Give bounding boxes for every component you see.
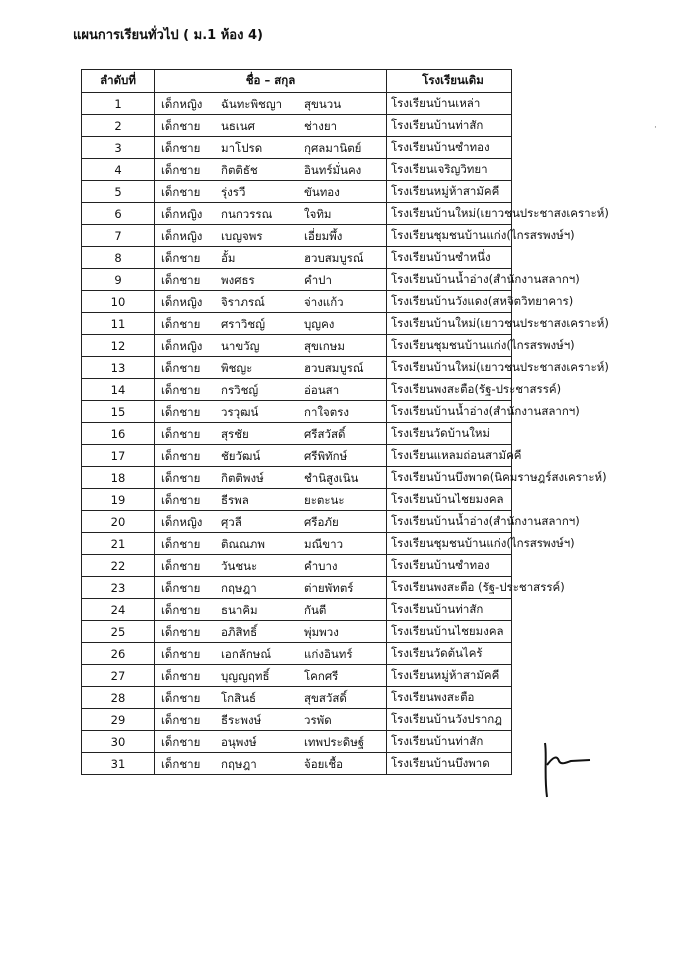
first-name: เอกลักษณ์ <box>221 647 272 661</box>
previous-school: โรงเรียนชุมชนบ้านแก่ง(ไกรสรพงษ์ฯ) <box>387 335 512 357</box>
previous-school: โรงเรียนบ้านใหม่(เยาวชนประชาสงเคราะห์) <box>387 203 512 225</box>
table-row <box>82 489 512 511</box>
row-number: 17 <box>82 445 155 467</box>
first-name: ธีรพล <box>221 493 249 507</box>
name-prefix: เด็กชาย <box>161 625 201 639</box>
name-prefix: เด็กชาย <box>161 669 201 683</box>
name-prefix: เด็กชาย <box>161 757 201 771</box>
table-row <box>82 269 512 291</box>
name-prefix: เด็กชาย <box>161 647 201 661</box>
last-name: เทพประดิษฐ์ <box>304 735 365 749</box>
row-number: 23 <box>82 577 155 599</box>
last-name: คำปา <box>304 273 332 287</box>
student-name-cell <box>155 137 387 159</box>
last-name: บุญคง <box>304 317 335 331</box>
student-name-cell <box>155 445 387 467</box>
first-name: กนกวรรณ <box>221 207 273 221</box>
row-number: 14 <box>82 379 155 401</box>
row-number: 8 <box>82 247 155 269</box>
name-prefix: เด็กชาย <box>161 273 201 287</box>
table-row <box>82 643 512 665</box>
table-row <box>82 203 512 225</box>
student-name-cell <box>155 621 387 643</box>
first-name: อภิสิทธิ์ <box>221 625 258 639</box>
row-number: 24 <box>82 599 155 621</box>
table-row <box>82 687 512 709</box>
student-name-cell <box>155 225 387 247</box>
first-name: อั้ม <box>221 251 236 265</box>
first-name: รุ่งรวี <box>221 185 246 199</box>
previous-school: โรงเรียนพงสะตือ(รัฐ-ประชาสรรค์) <box>387 379 512 401</box>
header-school-label: โรงเรียนเดิม <box>422 73 484 87</box>
first-name: มาโปรด <box>221 141 263 155</box>
first-name: บุญญฤทธิ์ <box>221 669 270 683</box>
student-name-cell <box>155 115 387 137</box>
row-number: 25 <box>82 621 155 643</box>
previous-school: โรงเรียนบ้านท่าสัก <box>387 599 512 621</box>
table-row <box>82 753 512 775</box>
first-name: จิราภรณ์ <box>221 295 265 309</box>
name-prefix: เด็กชาย <box>161 603 201 617</box>
name-prefix: เด็กหญิง <box>161 97 203 111</box>
last-name: กันตี <box>304 603 327 617</box>
name-prefix: เด็กชาย <box>161 449 201 463</box>
previous-school: โรงเรียนพงสะตือ (รัฐ-ประชาสรรค์) <box>387 577 512 599</box>
student-name-cell <box>155 555 387 577</box>
name-prefix: เด็กชาย <box>161 141 201 155</box>
last-name: ใจทิม <box>304 207 332 221</box>
name-prefix: เด็กชาย <box>161 119 201 133</box>
first-name: พิชญะ <box>221 361 253 375</box>
student-name-cell <box>155 467 387 489</box>
table-row <box>82 577 512 599</box>
previous-school: โรงเรียนบ้านซำทอง <box>387 555 512 577</box>
name-prefix: เด็กชาย <box>161 405 201 419</box>
row-number: 31 <box>82 753 155 775</box>
student-name-cell <box>155 643 387 665</box>
student-name-cell <box>155 181 387 203</box>
name-prefix: เด็กชาย <box>161 251 201 265</box>
previous-school: โรงเรียนวัดบ้านใหม่ <box>387 423 512 445</box>
last-name: ฮวบสมบูรณ์ <box>304 361 364 375</box>
row-number: 6 <box>82 203 155 225</box>
last-name: เอี่ยมพึ้ง <box>304 229 343 243</box>
name-prefix: เด็กชาย <box>161 361 201 375</box>
previous-school: โรงเรียนบ้านเหล่า <box>387 93 512 115</box>
first-name: ชัยวัฒน์ <box>221 449 261 463</box>
row-number: 5 <box>82 181 155 203</box>
table-row <box>82 665 512 687</box>
table-row <box>82 621 512 643</box>
table-row <box>82 291 512 313</box>
name-prefix: เด็กชาย <box>161 317 201 331</box>
first-name: นธเนศ <box>221 119 255 133</box>
last-name: โคกศรี <box>304 669 339 683</box>
name-prefix: เด็กชาย <box>161 185 201 199</box>
name-prefix: เด็กชาย <box>161 493 201 507</box>
table-row <box>82 709 512 731</box>
student-roster-table <box>81 69 609 775</box>
table-row <box>82 599 512 621</box>
previous-school: โรงเรียนวัดต้นไคร้ <box>387 643 512 665</box>
last-name: สุขสวัสดิ์ <box>304 691 347 705</box>
last-name: ยะตะนะ <box>304 493 345 507</box>
last-name: ขันทอง <box>304 185 340 199</box>
row-number: 4 <box>82 159 155 181</box>
name-prefix: เด็กชาย <box>161 383 201 397</box>
first-name: กรวิชญ์ <box>221 383 259 397</box>
last-name: ศรีพิทักษ์ <box>304 449 348 463</box>
table-row <box>82 555 512 577</box>
last-name: อ่อนสา <box>304 383 340 397</box>
first-name: ติณณภพ <box>221 537 265 551</box>
table-row <box>82 379 512 401</box>
table-row <box>82 247 512 269</box>
student-name-cell <box>155 511 387 533</box>
name-prefix: เด็กชาย <box>161 581 201 595</box>
row-number: 13 <box>82 357 155 379</box>
last-name: ต่ายพัทตร์ <box>304 581 354 595</box>
previous-school: โรงเรียนชุมชนบ้านแก่ง(ไกรสรพงษ์ฯ) <box>387 533 512 555</box>
first-name: สุรชัย <box>221 427 249 441</box>
student-name-cell <box>155 401 387 423</box>
student-name-cell <box>155 753 387 775</box>
last-name: จ่างแก้ว <box>304 295 344 309</box>
name-prefix: เด็กหญิง <box>161 295 203 309</box>
last-name: ฮวบสมบูรณ์ <box>304 251 364 265</box>
first-name: โกสินธ์ <box>221 691 257 705</box>
previous-school: โรงเรียนเจริญวิทยา <box>387 159 512 181</box>
previous-school: โรงเรียนบ้านบึงพาด(นิคมราษฎร์สงเคราะห์) <box>387 467 512 489</box>
table-row <box>82 467 512 489</box>
student-name-cell <box>155 269 387 291</box>
last-name: พุ่มพวง <box>304 625 339 639</box>
student-name-cell <box>155 577 387 599</box>
name-prefix: เด็กชาย <box>161 427 201 441</box>
name-prefix: เด็กชาย <box>161 537 201 551</box>
student-name-cell <box>155 533 387 555</box>
table-row <box>82 445 512 467</box>
name-prefix: เด็กหญิง <box>161 339 203 353</box>
previous-school: โรงเรียนหมู่ห้าสามัคคี <box>387 181 512 203</box>
student-name-cell <box>155 335 387 357</box>
header-number: ลำดับที่ <box>82 70 155 93</box>
previous-school: โรงเรียนบ้านน้ำอ่าง(สำนักงานสลากฯ) <box>387 269 512 291</box>
previous-school: โรงเรียนบ้านไชยมงคล <box>387 489 512 511</box>
student-name-cell <box>155 599 387 621</box>
last-name: สุขนวน <box>304 97 342 111</box>
previous-school: โรงเรียนบ้านน้ำอ่าง(สำนักงานสลากฯ) <box>387 401 512 423</box>
row-number: 1 <box>82 93 155 115</box>
row-number: 26 <box>82 643 155 665</box>
previous-school: โรงเรียนบ้านบึงพาด <box>387 753 512 775</box>
row-number: 16 <box>82 423 155 445</box>
previous-school: โรงเรียนพงสะตือ <box>387 687 512 709</box>
table-row <box>82 335 512 357</box>
row-number: 2 <box>82 115 155 137</box>
row-number: 18 <box>82 467 155 489</box>
previous-school: โรงเรียนบ้านไชยมงคล <box>387 621 512 643</box>
name-prefix: เด็กหญิง <box>161 207 203 221</box>
table-row <box>82 159 512 181</box>
name-prefix: เด็กหญิง <box>161 515 203 529</box>
student-name-cell <box>155 731 387 753</box>
first-name: ธนาคิม <box>221 603 258 617</box>
last-name: ศรีอภัย <box>304 515 339 529</box>
table-row <box>82 731 512 753</box>
table-row <box>82 115 512 137</box>
first-name: กฤษฎา <box>221 757 257 771</box>
row-number: 21 <box>82 533 155 555</box>
previous-school: โรงเรียนชุมชนบ้านแก่ง(ไกรสรพงษ์ฯ) <box>387 225 512 247</box>
row-number: 12 <box>82 335 155 357</box>
last-name: ช่างยา <box>304 119 338 133</box>
last-name: สุขเกษม <box>304 339 345 353</box>
header-school <box>387 70 512 93</box>
row-number: 28 <box>82 687 155 709</box>
row-number: 19 <box>82 489 155 511</box>
previous-school: โรงเรียนบ้านใหม่(เยาวชนประชาสงเคราะห์) <box>387 357 512 379</box>
last-name: คำบาง <box>304 559 338 573</box>
first-name: ศราวิชญ์ <box>221 317 265 331</box>
first-name: เบญจพร <box>221 229 263 243</box>
name-prefix: เด็กชาย <box>161 471 201 485</box>
first-name: ศุวลี <box>221 515 242 529</box>
page-title: แผนการเรียนทั่วไป ( ม.1 ห้อง 4) <box>73 28 263 43</box>
handwritten-signature <box>535 735 595 805</box>
table-row <box>82 401 512 423</box>
last-name: มณีขาว <box>304 537 344 551</box>
student-name-cell <box>155 489 387 511</box>
previous-school: โรงเรียนบ้านวังปรากฎ <box>387 709 512 731</box>
row-number: 22 <box>82 555 155 577</box>
table-row <box>82 313 512 335</box>
first-name: กิตติพงษ์ <box>221 471 264 485</box>
previous-school: โรงเรียนบ้านวังแดง(สหจิตวิทยาคาร) <box>387 291 512 313</box>
first-name: กฤษฎา <box>221 581 257 595</box>
row-number: 30 <box>82 731 155 753</box>
last-name: จ้อยเชื้อ <box>304 757 344 771</box>
student-name-cell <box>155 93 387 115</box>
name-prefix: เด็กชาย <box>161 735 201 749</box>
row-number: 20 <box>82 511 155 533</box>
first-name: วรวุฒน์ <box>221 405 259 419</box>
student-name-cell <box>155 291 387 313</box>
student-name-cell <box>155 247 387 269</box>
table-row <box>82 225 512 247</box>
name-prefix: เด็กชาย <box>161 163 201 177</box>
last-name: ชำนิสูงเนิน <box>304 471 359 485</box>
first-name: ฉันทะพิชญา <box>221 97 283 111</box>
student-name-cell <box>155 379 387 401</box>
table-row <box>82 137 512 159</box>
first-name: พงศธร <box>221 273 255 287</box>
last-name: แก่งอินทร์ <box>304 647 353 661</box>
row-number: 7 <box>82 225 155 247</box>
name-prefix: เด็กชาย <box>161 691 201 705</box>
previous-school: โรงเรียนบ้านซำหนึ่ง <box>387 247 512 269</box>
student-name-cell <box>155 313 387 335</box>
stray-mark: · <box>654 123 657 133</box>
name-prefix: เด็กชาย <box>161 713 201 727</box>
row-number: 3 <box>82 137 155 159</box>
previous-school: โรงเรียนบ้านซำทอง <box>387 137 512 159</box>
name-prefix: เด็กชาย <box>161 559 201 573</box>
student-name-cell <box>155 665 387 687</box>
previous-school: โรงเรียนหมู่ห้าสามัคคี <box>387 665 512 687</box>
row-number: 15 <box>82 401 155 423</box>
last-name: ศรีสวัสดิ์ <box>304 427 346 441</box>
row-number: 27 <box>82 665 155 687</box>
first-name: อนุพงษ์ <box>221 735 257 749</box>
previous-school: โรงเรียนบ้านท่าสัก <box>387 115 512 137</box>
last-name: วรพัด <box>304 713 332 727</box>
table-header-row <box>82 70 512 93</box>
first-name: วันชนะ <box>221 559 258 573</box>
previous-school: โรงเรียนบ้านท่าสัก <box>387 731 512 753</box>
row-number: 29 <box>82 709 155 731</box>
last-name: กาใจตรง <box>304 405 350 419</box>
student-name-cell <box>155 357 387 379</box>
row-number: 11 <box>82 313 155 335</box>
roster-body <box>82 93 609 775</box>
student-name-cell <box>155 203 387 225</box>
table-row <box>82 93 512 115</box>
previous-school: โรงเรียนบ้านใหม่(เยาวชนประชาสงเคราะห์) <box>387 313 512 335</box>
student-name-cell <box>155 423 387 445</box>
first-name: ธีระพงษ์ <box>221 713 262 727</box>
first-name: นาขวัญ <box>221 339 260 353</box>
student-name-cell <box>155 159 387 181</box>
table-row <box>82 357 512 379</box>
first-name: กิตติธัช <box>221 163 258 177</box>
student-name-cell <box>155 709 387 731</box>
previous-school: โรงเรียนแหลมถ่อนสามัคคี <box>387 445 512 467</box>
table-row <box>82 423 512 445</box>
table-row <box>82 533 512 555</box>
last-name: อินทร์มั่นคง <box>304 163 362 177</box>
previous-school: โรงเรียนบ้านน้ำอ่าง(สำนักงานสลากฯ) <box>387 511 512 533</box>
table-row <box>82 511 512 533</box>
row-number: 10 <box>82 291 155 313</box>
table-row <box>82 181 512 203</box>
student-name-cell <box>155 687 387 709</box>
row-number: 9 <box>82 269 155 291</box>
header-name: ชื่อ – สกุล <box>155 70 387 93</box>
name-prefix: เด็กหญิง <box>161 229 203 243</box>
last-name: กุศลมานิตย์ <box>304 141 362 155</box>
